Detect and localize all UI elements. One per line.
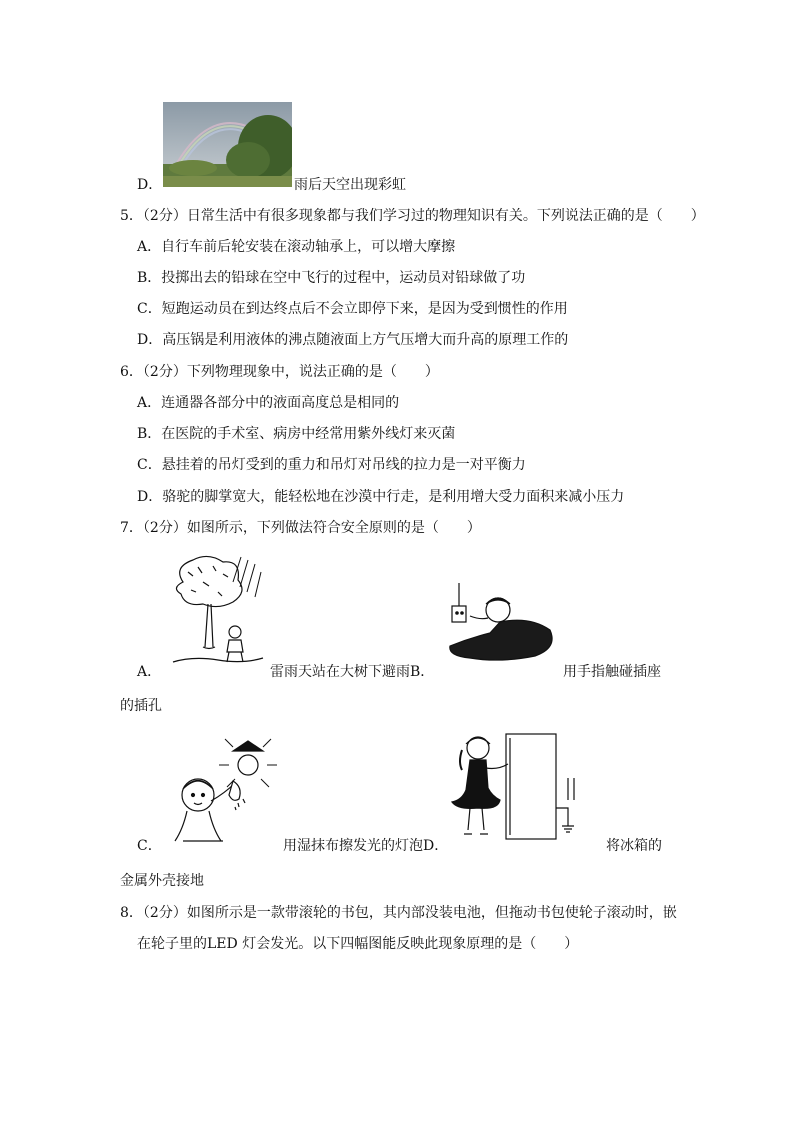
- q4-option-d-label: D．: [137, 177, 163, 193]
- q6-stem: 6．（2分）下列物理现象中，说法正确的是（ ）: [120, 364, 439, 380]
- q6-option-a: A．连通器各部分中的液面高度总是相同的: [137, 395, 400, 411]
- q6-option-b: B．在医院的手术室、病房中经常用紫外线灯来灭菌: [137, 426, 456, 442]
- q7-a-label: A．: [137, 664, 162, 680]
- child-socket-illustration: [440, 578, 560, 663]
- q7-b-text: 用手指触碰插座: [563, 664, 661, 680]
- q5-option-c: C．短跑运动员在到达终点后不会立即停下来，是因为受到惯性的作用: [137, 301, 568, 317]
- q5-option-b: B．投掷出去的铅球在空中飞行的过程中，运动员对铅球做了功: [137, 270, 526, 286]
- q7-stem: 7．（2分）如图所示，下列做法符合安全原则的是（ ）: [120, 520, 481, 536]
- q5-option-a: A．自行车前后轮安装在滚动轴承上，可以增大摩擦: [137, 239, 456, 255]
- rainbow-photo: [163, 102, 292, 187]
- q8-stem-line2: 在轮子里的LED 灯会发光。以下四幅图能反映此现象原理的是（ ）: [137, 936, 579, 952]
- q7-b-wrap: 的插孔: [120, 698, 162, 714]
- q5-stem: 5．（2分）日常生活中有很多现象都与我们学习过的物理知识有关。下列说法正确的是（ ）: [120, 208, 705, 224]
- q7-d-wrap: 金属外壳接地: [120, 873, 204, 889]
- fridge-ground-illustration: [448, 730, 584, 845]
- q4-option-d-text: 雨后天空出现彩虹: [294, 177, 406, 193]
- q7-a-text: 雷雨天站在大树下避雨B．: [270, 664, 435, 680]
- tree-lightning-illustration: [163, 552, 268, 672]
- q7-c-text: 用湿抹布擦发光的灯泡D．: [283, 838, 449, 854]
- q7-c-label: C．: [137, 838, 162, 854]
- q8-stem-line1: 8．（2分）如图所示是一款带滚轮的书包，其内部没装电池，但拖动书包使轮子滚动时，嵌: [120, 905, 677, 921]
- q6-option-d: D．骆驼的脚掌宽大，能轻松地在沙漠中行走，是利用增大受力面积来减小压力: [137, 489, 625, 505]
- q6-option-c: C．悬挂着的吊灯受到的重力和吊灯对吊线的拉力是一对平衡力: [137, 457, 526, 473]
- wet-cloth-bulb-illustration: [163, 737, 281, 849]
- q7-d-text: 将冰箱的: [606, 838, 662, 854]
- q5-option-d: D．高压锅是利用液体的沸点随液面上方气压增大而升高的原理工作的: [137, 332, 569, 348]
